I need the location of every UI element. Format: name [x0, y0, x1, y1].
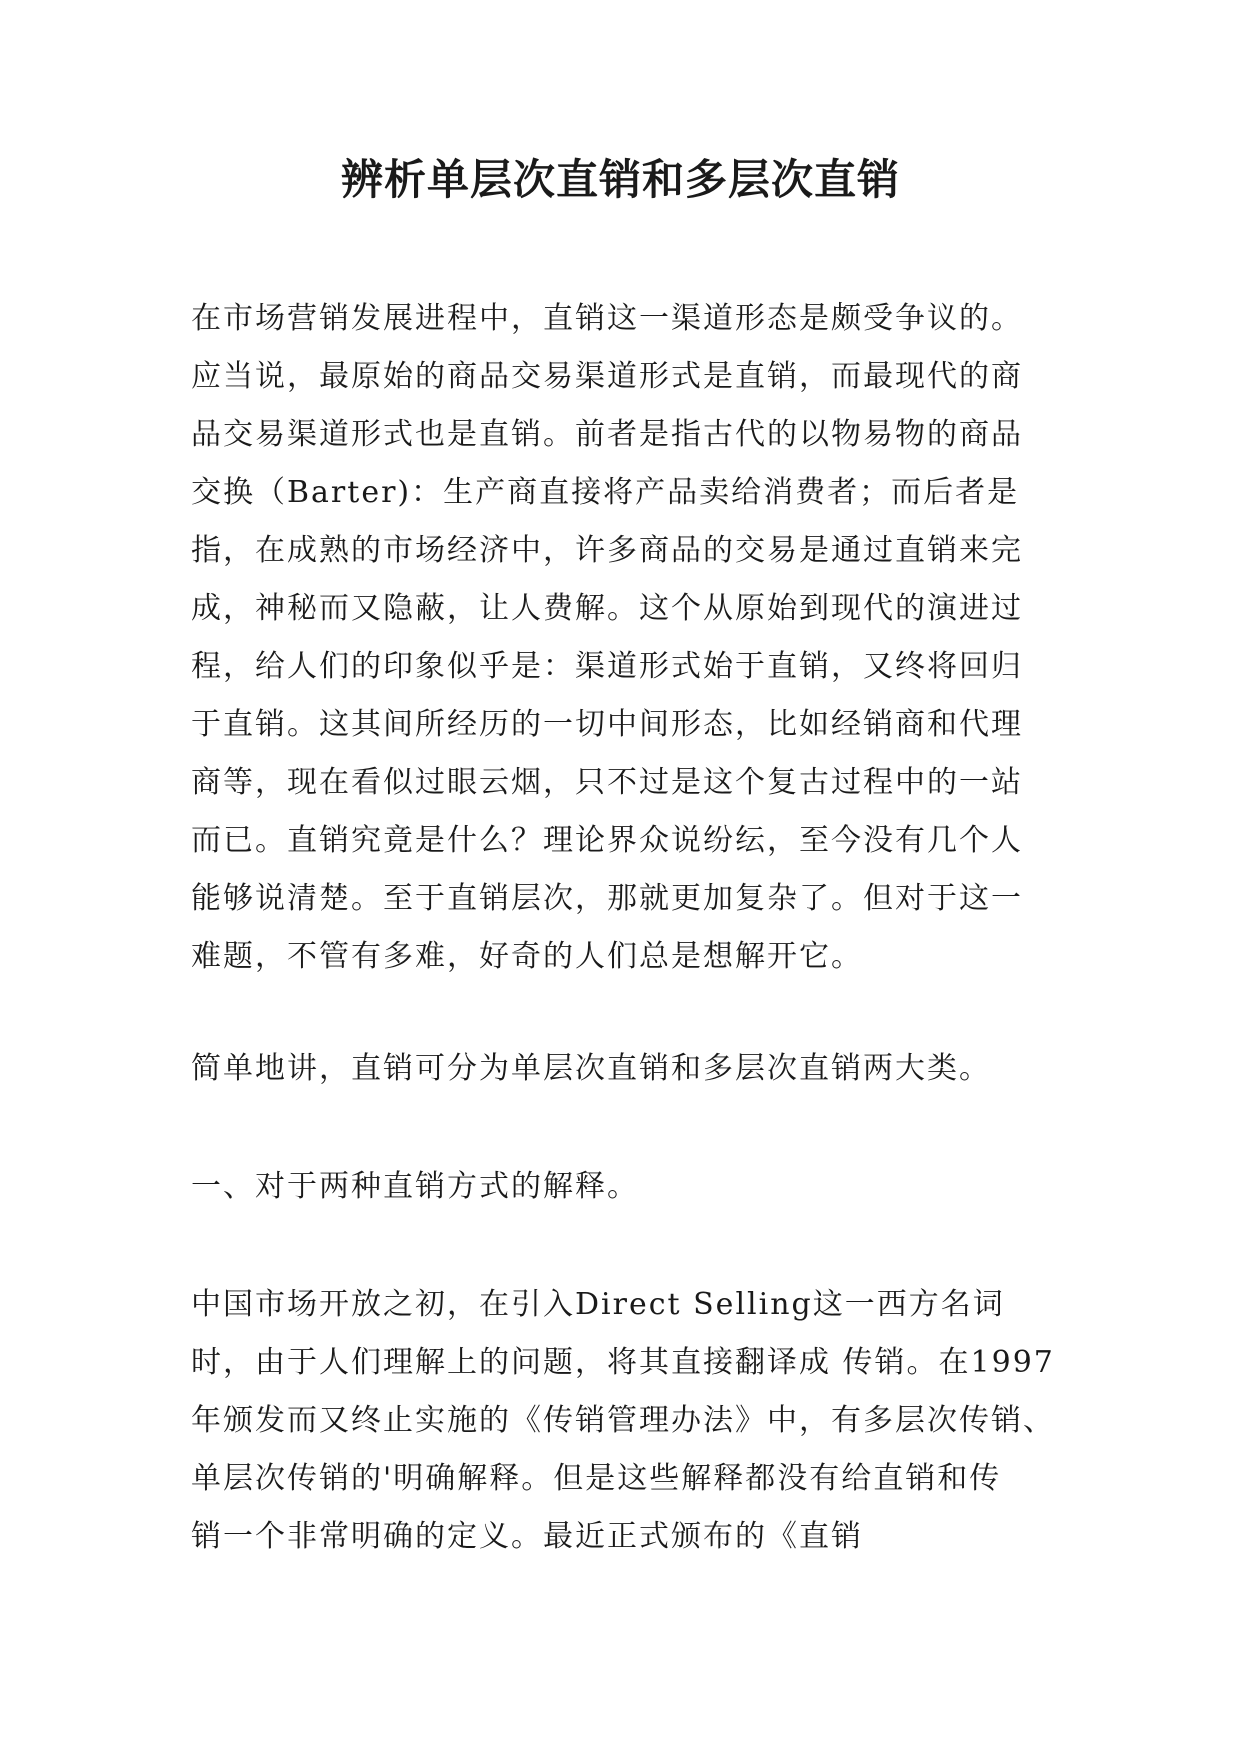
paragraph-body	[191, 1276, 1061, 1566]
paragraph-line: 成，神秘而又隐蔽，让人费解。这个从原始到现代的演进过	[191, 591, 1023, 626]
paragraph-intro	[191, 290, 1061, 986]
paragraph-summary	[191, 1040, 1061, 1098]
paragraph-line: 中国市场开放之初，在引入Direct Selling这一西方名词	[191, 1287, 1005, 1322]
paragraph-line: 应当说，最原始的商品交易渠道形式是直销，而最现代的商	[191, 359, 1023, 394]
paragraph-line: 而已。直销究竟是什么？理论界众说纷纭，至今没有几个人	[191, 823, 1023, 858]
paragraph-line: 一、对于两种直销方式的解释。	[191, 1169, 639, 1204]
paragraph-line: 难题，不管有多难，好奇的人们总是想解开它。	[191, 939, 863, 974]
paragraph-line: 指，在成熟的市场经济中，许多商品的交易是通过直销来完	[191, 533, 1023, 568]
paragraph-line: 品交易渠道形式也是直销。前者是指古代的以物易物的商品	[191, 417, 1023, 452]
paragraph-line: 能够说清楚。至于直销层次，那就更加复杂了。但对于这一	[191, 881, 1023, 916]
paragraph-line: 程，给人们的印象似乎是：渠道形式始于直销，又终将回归	[191, 649, 1023, 684]
paragraph-line: 销一个非常明确的定义。最近正式颁布的《直销	[191, 1519, 863, 1554]
paragraph-line: 在市场营销发展进程中，直销这一渠道形态是颇受争议的。	[191, 301, 1023, 336]
paragraph-line: 简单地讲，直销可分为单层次直销和多层次直销两大类。	[191, 1051, 991, 1086]
paragraph-line: 单层次传销的'明确解释。但是这些解释都没有给直销和传	[191, 1461, 1002, 1496]
paragraph-line: 年颁发而又终止实施的《传销管理办法》中，有多层次传销、	[191, 1403, 1055, 1438]
document-title: 辨析单层次直销和多层次直销	[340, 155, 900, 204]
paragraph-line: 交换（Barter)：生产商直接将产品卖给消费者；而后者是	[191, 475, 1020, 510]
section-heading	[191, 1158, 1061, 1216]
paragraph-line: 时，由于人们理解上的问题，将其直接翻译成 传销。在1997	[191, 1345, 1055, 1380]
paragraph-line: 商等，现在看似过眼云烟，只不过是这个复古过程中的一站	[191, 765, 1023, 800]
paragraph-line: 于直销。这其间所经历的一切中间形态，比如经销商和代理	[191, 707, 1023, 742]
